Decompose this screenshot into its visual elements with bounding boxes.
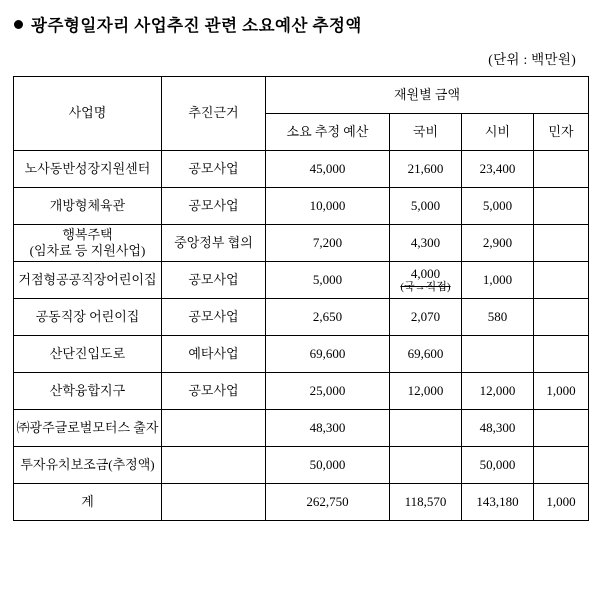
cell-basis: 공모사업 (161, 151, 265, 188)
cell-total: 50,000 (265, 447, 389, 484)
cell-city: 48,300 (461, 410, 533, 447)
cell-project-name: 거점형공공직장어린이집 (13, 262, 161, 299)
cell-basis: 공모사업 (161, 262, 265, 299)
table-row (13, 410, 588, 447)
cell-national-value: 4,000 (410, 265, 441, 281)
cell-city: 1,000 (461, 262, 533, 299)
cell-private (533, 410, 588, 447)
cell-total-basis (161, 484, 265, 521)
table-total-row (13, 484, 588, 521)
cell-city: 580 (461, 299, 533, 336)
cell-basis (161, 447, 265, 484)
table-row (13, 299, 588, 336)
cell-basis: 공모사업 (161, 373, 265, 410)
cell-total-national: 118,570 (389, 484, 461, 521)
table-row (13, 336, 588, 373)
cell-total: 45,000 (265, 151, 389, 188)
cell-total-amount: 262,750 (265, 484, 389, 521)
cell-city: 2,900 (461, 225, 533, 262)
cell-private (533, 225, 588, 262)
cell-project-name: 개방형체육관 (13, 188, 161, 225)
header-private: 민자 (533, 114, 588, 151)
cell-project-name-line1: 행복주택 (62, 226, 113, 242)
cell-total: 69,600 (265, 336, 389, 373)
cell-national: 21,600 (389, 151, 461, 188)
table-row (13, 447, 588, 484)
cell-national (389, 410, 461, 447)
table-row (13, 151, 588, 188)
cell-basis: 공모사업 (161, 299, 265, 336)
header-project-name: 사업명 (13, 77, 161, 151)
cell-project-name: 노사동반성장지원센터 (13, 151, 161, 188)
cell-private (533, 336, 588, 373)
cell-total: 2,650 (265, 299, 389, 336)
cell-private (533, 188, 588, 225)
cell-basis: 예타사업 (161, 336, 265, 373)
cell-national: 2,070 (389, 299, 461, 336)
table-row (13, 188, 588, 225)
cell-total: 48,300 (265, 410, 389, 447)
cell-private (533, 447, 588, 484)
budget-table (13, 76, 589, 521)
cell-national: 5,000 (389, 188, 461, 225)
cell-private (533, 299, 588, 336)
cell-total: 7,200 (265, 225, 389, 262)
cell-city: 12,000 (461, 373, 533, 410)
cell-basis (161, 410, 265, 447)
cell-national: 4,300 (389, 225, 461, 262)
table-row (13, 373, 588, 410)
cell-basis: 중앙정부 협의 (161, 225, 265, 262)
cell-basis: 공모사업 (161, 188, 265, 225)
header-estimated-budget: 소요 추정 예산 (265, 114, 389, 151)
cell-city: 50,000 (461, 447, 533, 484)
cell-project-name: 산학융합지구 (13, 373, 161, 410)
unit-note: (단위 : 백만원) (488, 52, 576, 67)
cell-total: 10,000 (265, 188, 389, 225)
cell-total-private: 1,000 (533, 484, 588, 521)
cell-project-name: 공동직장 어린이집 (13, 299, 161, 336)
header-group-amount: 재원별 금액 (265, 77, 588, 114)
cell-project-name (13, 225, 161, 262)
cell-national: 12,000 (389, 373, 461, 410)
cell-national (389, 262, 461, 299)
header-basis: 추진근거 (161, 77, 265, 151)
page-title (14, 12, 590, 36)
header-city: 시비 (461, 114, 533, 151)
page-title-text: 광주형일자리 사업추진 관련 소요예산 추정액 (31, 16, 362, 35)
cell-private: 1,000 (533, 373, 588, 410)
cell-national: 69,600 (389, 336, 461, 373)
cell-national-note-text: (국→직접) (400, 280, 451, 293)
bullet-icon (14, 20, 23, 29)
cell-private (533, 262, 588, 299)
table-row (13, 262, 588, 299)
cell-project-name: ㈜광주글로벌모터스 출자 (13, 410, 161, 447)
cell-national-note (390, 281, 461, 295)
table-header-row-1 (13, 77, 588, 114)
cell-project-name: 투자유치보조금(추정액) (13, 447, 161, 484)
table-row (13, 225, 588, 262)
header-national: 국비 (389, 114, 461, 151)
cell-private (533, 151, 588, 188)
cell-project-name-line2: (임차료 등 지원사업) (29, 243, 146, 258)
cell-total-label: 계 (13, 484, 161, 521)
cell-total: 25,000 (265, 373, 389, 410)
cell-city: 5,000 (461, 188, 533, 225)
cell-city (461, 336, 533, 373)
cell-total-city: 143,180 (461, 484, 533, 521)
cell-project-name: 산단진입도로 (13, 336, 161, 373)
cell-national (389, 447, 461, 484)
cell-total: 5,000 (265, 262, 389, 299)
cell-city: 23,400 (461, 151, 533, 188)
